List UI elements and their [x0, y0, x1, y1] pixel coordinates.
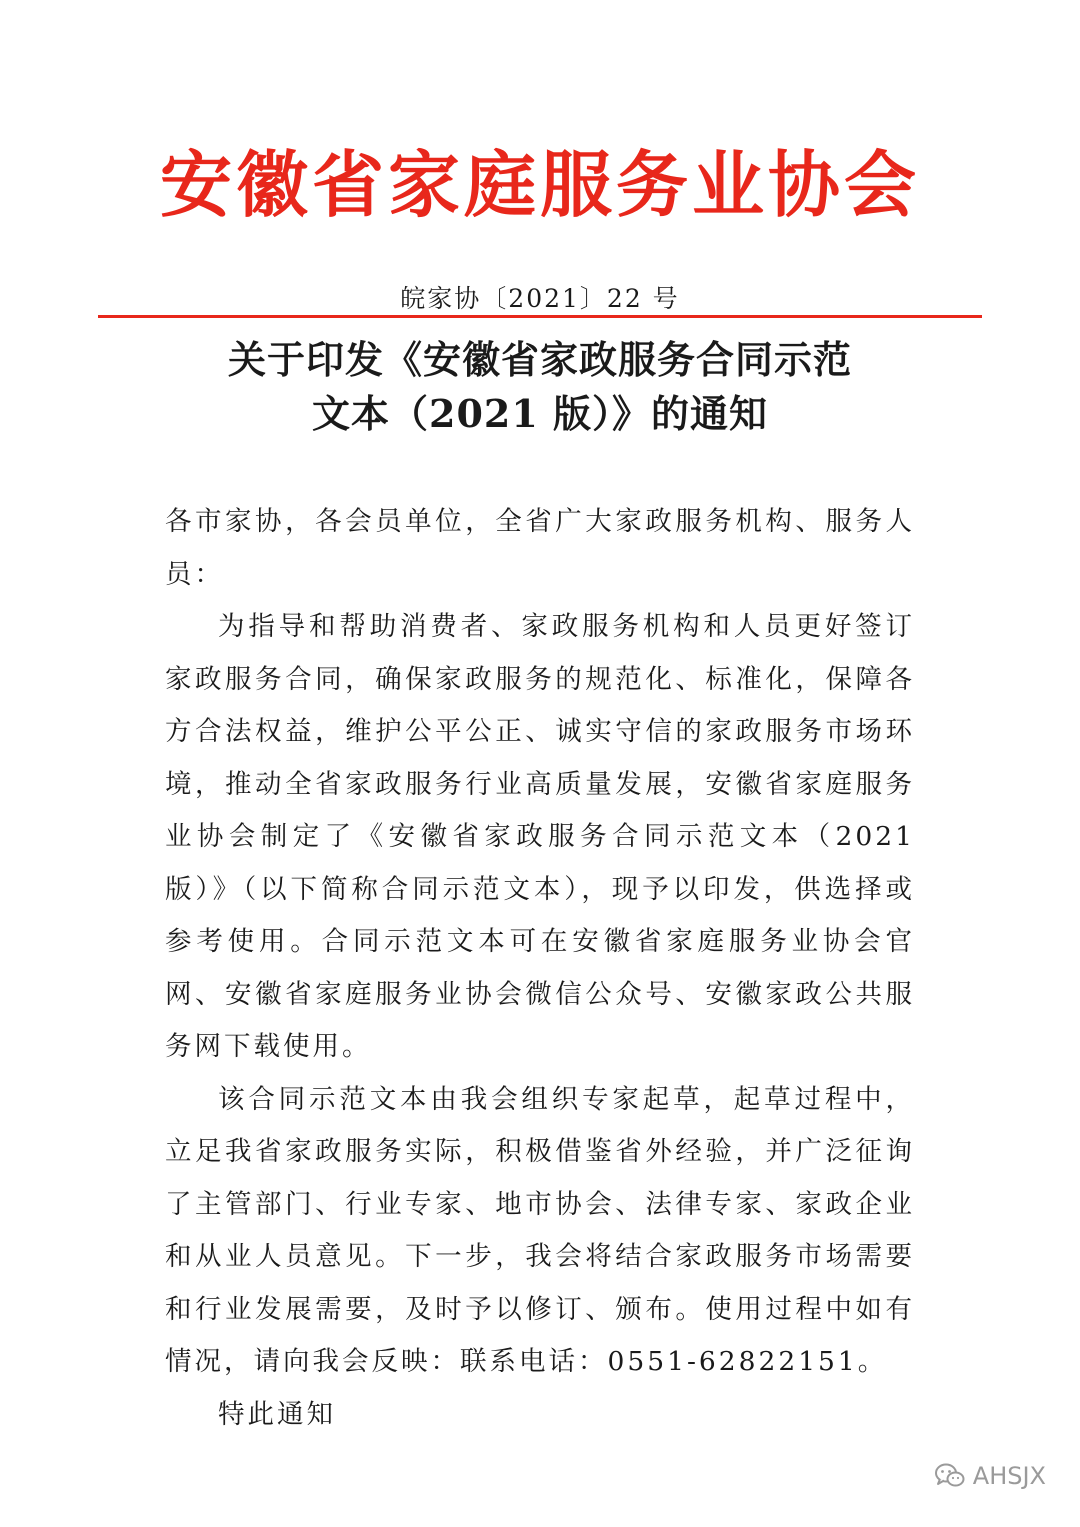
body-paragraph-2: 该合同示范文本由我会组织专家起草，起草过程中，立足我省家政服务实际，积极借鉴省外经验，并广泛征询了主管部门、行业专家、地市协会、法律专家、家政企业和从业人员意见。下一步，我会将结合家政服务市场需要和行业发展需要，及时予以修订、颁布。使用过程中如有情况，请向我会反映：联系电话：0551-62822151。	[165, 1083, 915, 1377]
red-divider-line	[98, 315, 982, 318]
document-title-line-1: 关于印发《安徽省家政服务合同示范	[227, 337, 852, 382]
watermark	[935, 1462, 1046, 1490]
document-title	[0, 333, 1080, 441]
body-paragraph-1: 为指导和帮助消费者、家政服务机构和人员更好签订家政服务合同，确保家政服务的规范化、标准化，保障各方合法权益，维护公平公正、诚实守信的家政服务市场环境，推动全省家政服务行业高质量发展，安徽省家庭服务业协会制定了《安徽省家政服务合同示范文本（2021 版）》（以下简称合同示范文本），现予以印发，供选择或参考使用。合同示范文本可在安徽省家庭服务业协会官网、安徽省家庭服务业协会微信公众号、安徽家政公共服务网下载使用。	[165, 611, 915, 1062]
salutation: 各市家协，各会员单位，全省广大家政服务机构、服务人员：	[165, 506, 915, 590]
watermark-text: AHSJX	[972, 1462, 1046, 1490]
document-title-line-2: 文本（2021 版）》的通知	[312, 391, 768, 436]
letterhead-title: 安徽省家庭服务业协会	[159, 143, 920, 227]
wechat-icon	[935, 1463, 965, 1489]
document-body	[165, 496, 915, 1441]
closing-text: 特此通知	[218, 1398, 336, 1430]
document-number: 皖家协〔2021〕22 号	[400, 284, 680, 313]
